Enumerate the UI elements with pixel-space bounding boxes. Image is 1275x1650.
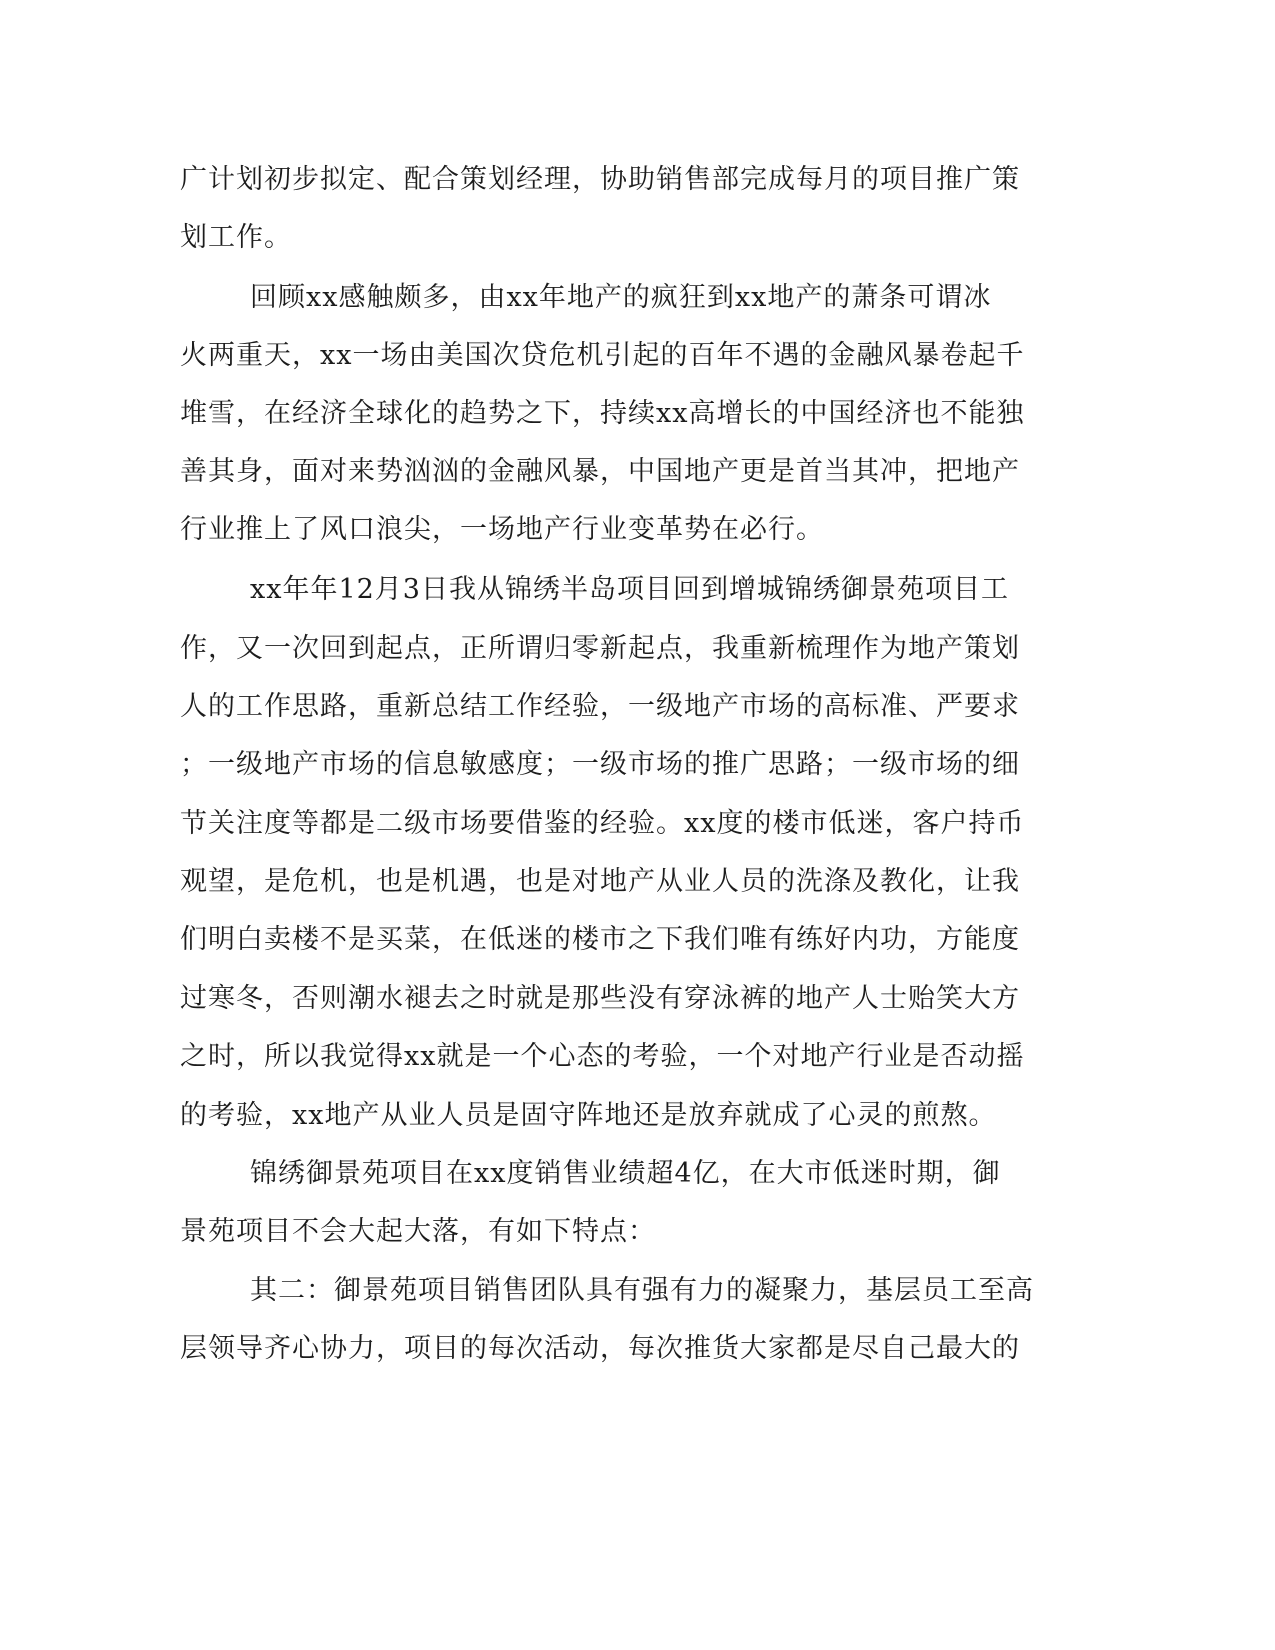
text-line: 划工作。	[180, 222, 292, 253]
text-line: 广计划初步拟定、配合策划经理，协助销售部完成每月的项目推广策	[180, 164, 1020, 195]
text-line: 行业推上了风口浪尖，一场地产行业变革势在必行。	[180, 514, 824, 545]
paragraph-first-line: 回顾xx感触颇多，由xx年地产的疯狂到xx地产的萧条可谓冰	[250, 282, 992, 313]
text-line: 作，又一次回到起点，正所谓归零新起点，我重新梳理作为地产策划	[180, 633, 1020, 664]
text-line: 过寒冬，否则潮水褪去之时就是那些没有穿泳裤的地产人士贻笑大方	[180, 983, 1020, 1014]
text-line: 堆雪，在经济全球化的趋势之下，持续xx高增长的中国经济也不能独	[180, 398, 1025, 429]
text-line: ；一级地产市场的信息敏感度；一级市场的推广思路；一级市场的细	[180, 749, 1020, 780]
paragraph-first-line: 锦绣御景苑项目在xx度销售业绩超4亿，在大市低迷时期，御	[250, 1158, 1001, 1189]
text-line: 观望，是危机，也是机遇，也是对地产从业人员的洗涤及教化，让我	[180, 866, 1020, 897]
text-line: 人的工作思路，重新总结工作经验，一级地产市场的高标准、严要求	[180, 691, 1020, 722]
text-line: 的考验，xx地产从业人员是固守阵地还是放弃就成了心灵的煎熬。	[180, 1100, 997, 1131]
text-line: 们明白卖楼不是买菜，在低迷的楼市之下我们唯有练好内功，方能度	[180, 924, 1020, 955]
text-line: 层领导齐心协力，项目的每次活动，每次推货大家都是尽自己最大的	[180, 1333, 1020, 1364]
text-line: 节关注度等都是二级市场要借鉴的经验。xx度的楼市低迷，客户持币	[180, 808, 1025, 839]
text-line: 善其身，面对来势汹汹的金融风暴，中国地产更是首当其冲，把地产	[180, 456, 1020, 487]
paragraph-first-line: xx年年12月3日我从锦绣半岛项目回到增城锦绣御景苑项目工	[250, 574, 1009, 605]
text-line: 景苑项目不会大起大落，有如下特点：	[180, 1216, 656, 1247]
text-line: 之时，所以我觉得xx就是一个心态的考验，一个对地产行业是否动摇	[180, 1041, 1025, 1072]
paragraph-first-line: 其二：御景苑项目销售团队具有强有力的凝聚力，基层员工至高	[250, 1275, 1034, 1306]
text-line: 火两重天，xx一场由美国次贷危机引起的百年不遇的金融风暴卷起千	[180, 340, 1025, 371]
